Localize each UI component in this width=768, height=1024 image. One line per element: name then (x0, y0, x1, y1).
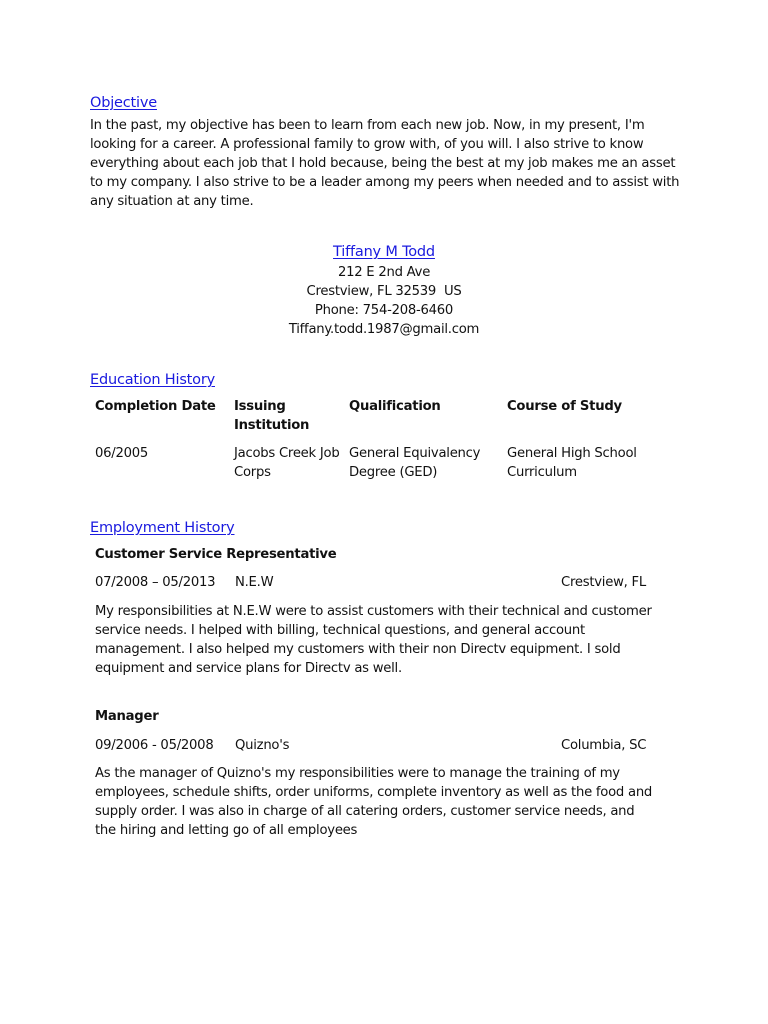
objective-heading: Objective (90, 95, 157, 111)
education-column-header: Qualification (349, 399, 441, 414)
candidate-name: Tiffany M Todd (333, 244, 435, 260)
job-description: My responsibilities at N.E.W were to assist customers with their technical and customer service needs. I helped with billing, technical questions, and general account management. I also helped my customers with their non Directv equipment. I sold equipment and service plans for Directv as well. (95, 604, 652, 676)
job-location: Columbia, SC (561, 738, 647, 753)
education-cell: General High School Curriculum (507, 446, 637, 480)
education-cell: General Equivalency Degree (GED) (349, 446, 481, 480)
job-employer: N.E.W (235, 575, 274, 590)
job-description: As the manager of Quizno's my responsibilities were to manage the training of my employees, schedule shifts, order uniforms, complete inventory as well as the food and supply order. I was also in charge of all catering orders, customer service needs, and the hiring and letting go of all employees (95, 766, 653, 838)
education-column-header: Course of Study (507, 399, 622, 414)
education-cell: 06/2005 (95, 446, 149, 461)
education-column-header: Completion Date (95, 399, 216, 414)
job-title: Manager (95, 709, 159, 724)
city-line: Crestview, FL 32539 US (306, 284, 462, 299)
employment-heading: Employment History (90, 520, 235, 536)
address-line: 212 E 2nd Ave (337, 265, 431, 280)
education-column-header: Issuing Institution (234, 399, 310, 433)
education-heading: Education History (90, 372, 215, 388)
job-location: Crestview, FL (561, 575, 646, 590)
phone-line: Phone: 754-208-6460 (314, 303, 454, 318)
email-line: Tiffany.todd.1987@gmail.com (288, 322, 480, 337)
contact-block (200, 241, 568, 339)
job-title: Customer Service Representative (95, 547, 337, 562)
education-cell: Jacobs Creek Job Corps (234, 446, 340, 480)
job-dates: 09/2006 - 05/2008 (95, 738, 214, 753)
job-employer: Quizno's (235, 738, 290, 753)
objective-text: In the past, my objective has been to learn from each new job. Now, in my present, I'm looking for a career. A professional family to grow with, of you will. I also strive to know everything about each job that I hold because, being the best at my job makes me an asset to my company. I also strive to be a leader among my peers when needed and to assist with any situation at any time. (90, 118, 680, 209)
job-dates: 07/2008 – 05/2013 (95, 575, 216, 590)
